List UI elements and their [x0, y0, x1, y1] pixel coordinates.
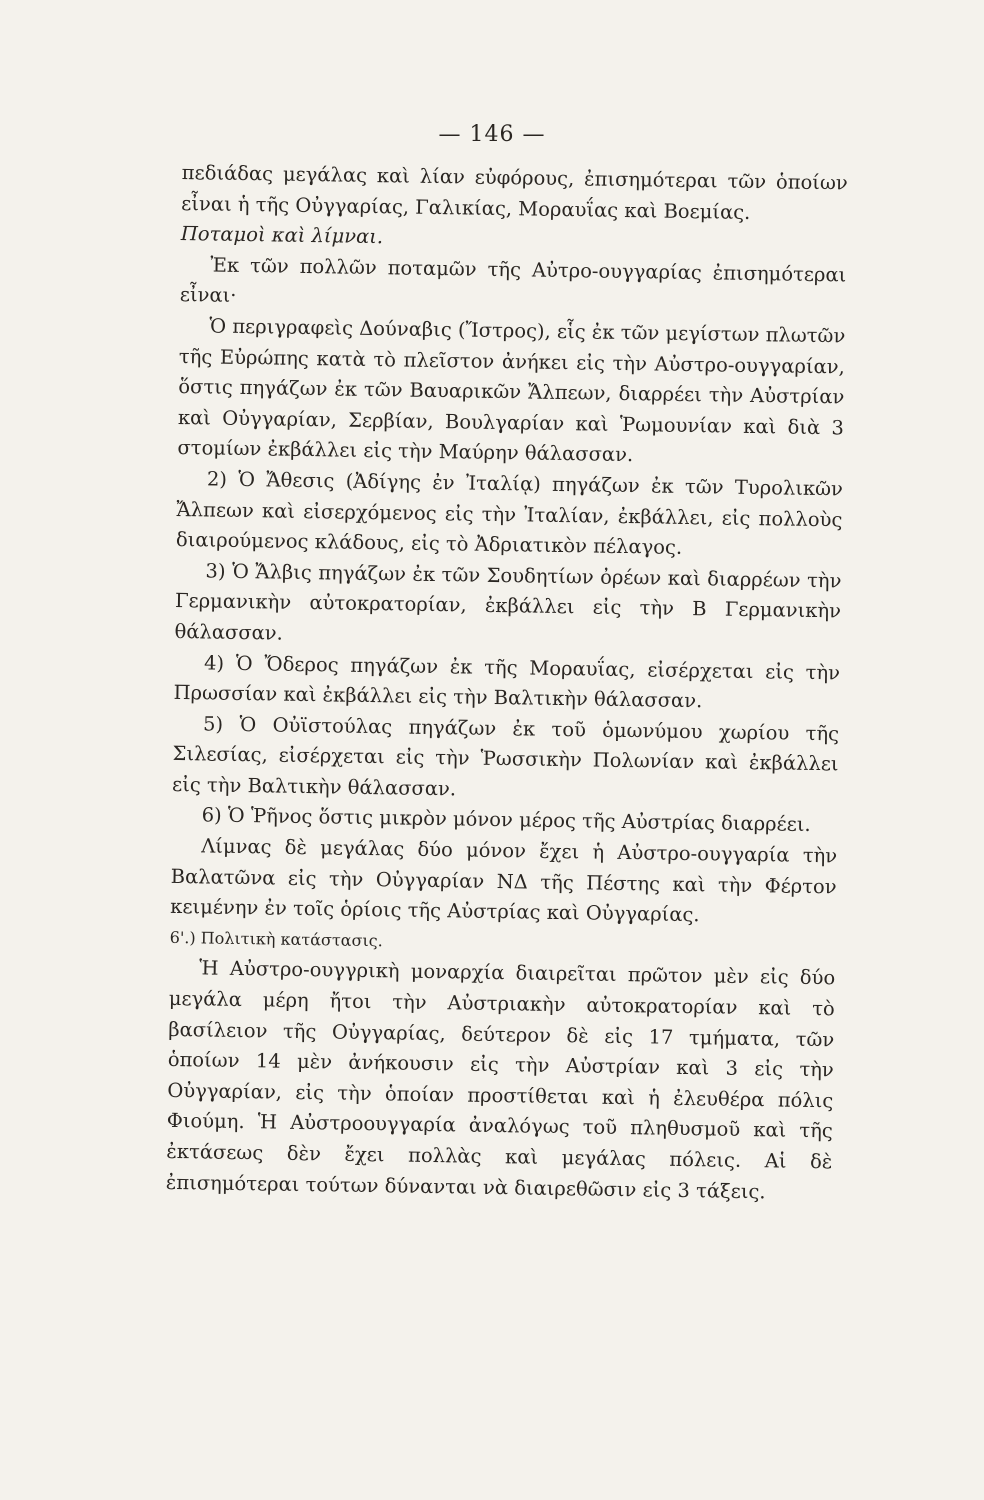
paragraph-elbe: 3) Ὁ Ἄλβις πηγάζων ἐκ τῶν Σουδητίων ὀρέων καὶ διαρρέων τὴν Γερμανικὴν αὐτοκρατορίαν, ἐκβάλλει εἰς τὴν Β Γερμανικὴν θάλασσαν. — [174, 559, 842, 645]
heading-rivers-lakes: Ποταμοὶ καὶ λίμναι. — [180, 222, 384, 249]
paragraph-rivers-intro: Ἐκ τῶν πολλῶν ποταμῶν τῆς Αὐτρο-ουγγαρίας ἐπισημότεραι εἶναι· — [179, 253, 847, 308]
paragraph-lakes: Λίμνας δὲ μεγάλας δύο μόνον ἔχει ἡ Αὐστρο-ουγγαρία τὴν Βαλατῶνα εἰς τὴν Οὐγγαρίαν ΝΔ τῆς Πέστης καὶ τὴν Φέρτον κειμένην ἐν τοῖς ὁρίοις τῆς Αὐστρίας καὶ Οὐγγαρίας. — [170, 834, 838, 927]
paragraph-vistula: 5) Ὁ Οὐϊστούλας πηγάζων ἐκ τοῦ ὁμωνύμου χωρίου τῆς Σιλεσίας, εἰσέρχεται εἰς τὴν Ῥωσσικὴν Πολωνίαν καὶ ἐκβάλλει εἰς τὴν Βαλτικὴν θάλασσαν. — [171, 712, 840, 801]
page-number: — 146 — — [438, 122, 546, 147]
paragraph-adige: 2) Ὁ Ἄθεσις (Ἀδίγης ἐν Ἰταλίᾳ) πηγάζων ἐκ τῶν Τυρολικῶν Ἄλπεων καὶ εἰσερχόμενος εἰς τὴν Ἰταλίαν, ἐκβάλλει, εἰς πολλοὺς διαιρούμενος κλάδους, εἰς τὸ Ἀδριατικὸν πέλαγος. — [175, 467, 844, 560]
paragraph-oder: 4) Ὁ Ὄδερος πηγάζων ἐκ τῆς Μοραυΐας, εἰσέρχεται εἰς τὴν Πρωσσίαν καὶ ἐκβάλλει εἰς τὴν Βαλτικὴν θάλασσαν. — [173, 650, 841, 713]
paragraph-plains: πεδιάδας μεγάλας καὶ λίαν εὐφόρους, ἐπισημότεραι τῶν ὁποίων εἶναι ἡ τῆς Οὐγγαρίας, Γαλικίας, Μοραυΐας καὶ Βοεμίας. — [181, 160, 848, 224]
paragraph-monarchy: Ἡ Αὐστρο-ουγγρικὴ μοναρχία διαιρεῖται πρῶτον μὲν εἰς δύο μεγάλα μέρη ἤτοι τὴν Αὐστριακὴν αὐτοκρατορίαν καὶ τὸ βασίλειον τῆς Οὐγγαρίας, δεύτερον δὲ εἰς 17 τμήματα, τῶν ὁποίων 14 μὲν ἀνήκουσιν εἰς τὴν Αὐστρίαν καὶ 3 εἰς τὴν Οὐγγαρίαν, εἰς τὴν ὁποίαν προστίθεται καὶ ἡ ἐλευθέρα πόλις Φιούμη. Ἡ Αὐστροουγγαρία ἀναλόγως τοῦ πληθυσμοῦ καὶ τῆς ἐκτάσεως δὲν ἔχει πολλὰς καὶ μεγάλας πόλεις. Αἱ δὲ ἐπισημότεραι τούτων δύνανται νὰ διαιρεθῶσιν εἰς 3 τάξεις. — [165, 956, 836, 1203]
text-body — [166, 158, 848, 1209]
paragraph-danube: Ὁ περιγραφεὶς Δούναβις (Ἴστρος), εἷς ἐκ τῶν μεγίστων πλωτῶν τῆς Εὐρώπης κατὰ τὸ πλεῖστον ἀνήκει εἰς τὴν Αὐστρο-ουγγαρίαν, ὅστις πηγάζων ἐκ τῶν Βαυαρικῶν Ἄλπεων, διαρρέει τὴν Αὐστρίαν καὶ Οὐγγαρίαν, Σερβίαν, Βουλγαρίαν καὶ Ῥωμουνίαν καὶ διὰ 3 στομίων ἐκβάλλει εἰς τὴν Μαύρην θάλασσαν. — [177, 314, 846, 467]
heading-political-state: 6'.) Πολιτικὴ κατάστασις. — [169, 927, 383, 951]
paragraph-rhine: 6) Ὁ Ῥῆνος ὅστις μικρὸν μόνον μέρος τῆς Αὐστρίας διαρρέει. — [201, 803, 811, 837]
